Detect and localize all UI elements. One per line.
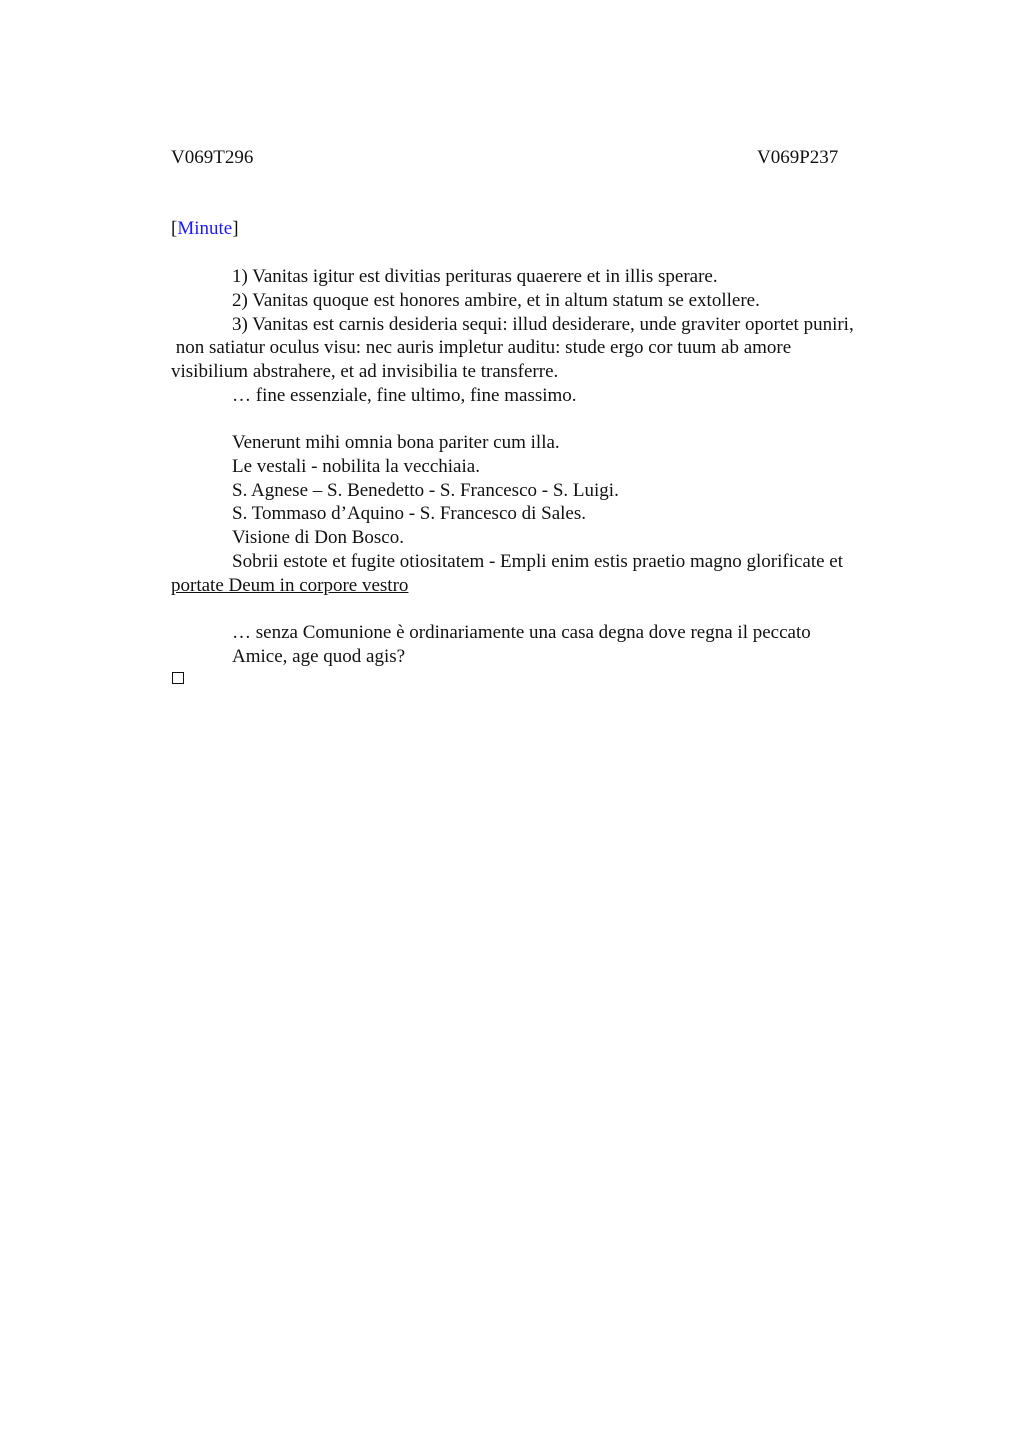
text-line: S. Tommaso d’Aquino - S. Francesco di Sales. [232, 503, 587, 525]
underlined-text-line: portate Deum in corpore vestro [171, 574, 409, 596]
text-line: Venerunt mihi omnia bona pariter cum illa. [232, 432, 560, 453]
text-line: 3) Vanitas est carnis desideria sequi: illud desiderare, unde graviter oportet puniri, [232, 313, 854, 335]
bracket-close: ] [232, 218, 239, 239]
text-line: Sobrii estote et fugite otiositatem - Empli enim estis praetio magno glorificate et [232, 550, 844, 572]
minute-link[interactable]: Minute [177, 218, 233, 239]
text-line: … fine essenziale, fine ultimo, fine massimo. [232, 384, 577, 406]
bracket-open: [ [171, 218, 178, 239]
text-line: visibilium abstrahere, et ad invisibilia te transferre. [171, 361, 559, 383]
checkbox-square-icon [172, 672, 184, 684]
text-line: Le vestali - nobilita la vecchiaia. [232, 455, 480, 477]
paragraph-block-closing [171, 621, 931, 669]
text-line: … senza Comunione è ordinariamente una casa degna dove regna il peccato [232, 622, 811, 643]
text-line: 1) Vanitas igitur est divitias perituras quaerere et in illis sperare. [232, 266, 718, 287]
document-code-right: V069P237 [757, 147, 839, 168]
text-line: 2) Vanitas quoque est honores ambire, et in altum statum se extollere. [232, 289, 760, 311]
section-title [171, 217, 239, 241]
text-line: S. Agnese – S. Benedetto - S. Francesco - S. Luigi. [232, 479, 619, 501]
paragraph-block-notes [171, 431, 931, 598]
text-line: Visione di Don Bosco. [232, 527, 404, 549]
paragraph-block-vanitas [171, 265, 931, 408]
text-line: Amice, age quod agis? [232, 645, 406, 667]
document-code-left: V069T296 [171, 147, 254, 168]
text-line: non satiatur oculus visu: nec auris impletur auditu: stude ergo cor tuum ab amore [171, 337, 792, 359]
